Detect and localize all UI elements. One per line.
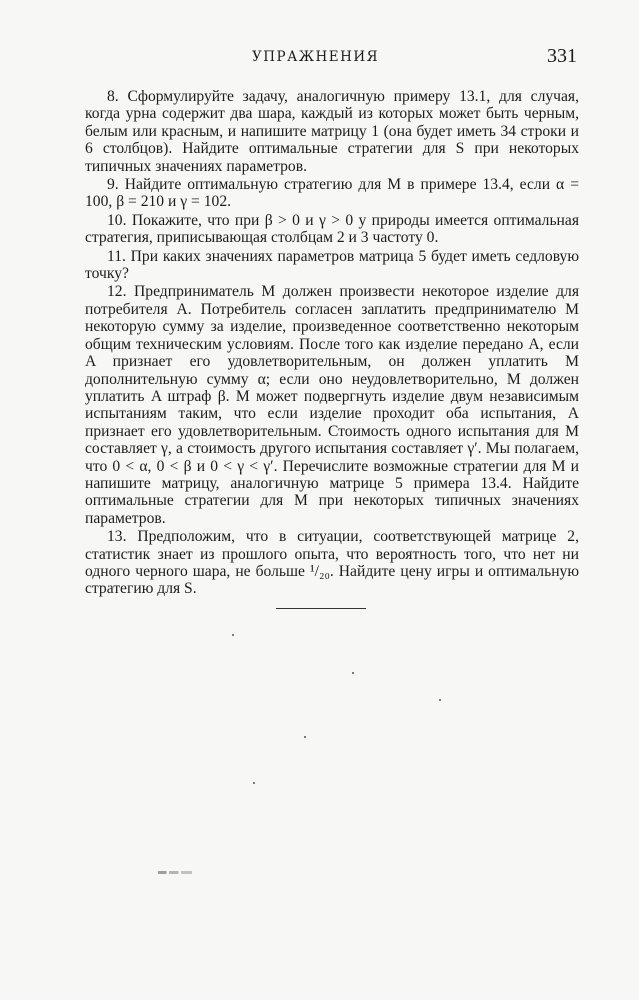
- print-speck: [439, 699, 441, 701]
- print-smudge: [158, 871, 192, 874]
- running-head: [0, 45, 639, 69]
- exercise-8: 8. Сформулируйте задачу, аналогичную примеру 13.1, для случая, когда урна содержит два шара, каждый из которых может быть черным, белым или красным, и напишите матрицу 1 (она будет иметь 34 строки и 6 столбцов). Найдите оптимальные стратегии для S при некоторых типичных значениях параметров.: [85, 88, 579, 175]
- print-speck: [232, 634, 234, 636]
- print-speck: [304, 736, 306, 738]
- exercise-list: [85, 88, 579, 599]
- exercise-11: 11. При каких значениях параметров матрица 5 будет иметь седловую точку?: [85, 247, 579, 283]
- section-end-rule: [276, 608, 366, 609]
- running-title: УПРАЖНЕНИЯ: [252, 49, 380, 65]
- print-speck: [253, 782, 255, 784]
- print-speck: [352, 672, 354, 674]
- exercise-10: 10. Покажите, что при β > 0 и γ > 0 у природы имеется оптимальная стратегия, приписывающая столбцам 2 и 3 частоту 0.: [85, 211, 579, 247]
- exercise-9: 9. Найдите оптимальную стратегию для M в примере 13.4, если α = 100, β = 210 и γ = 102.: [85, 176, 579, 211]
- page-number: 331: [547, 45, 577, 67]
- exercise-12: 12. Предприниматель M должен произвести некоторое изделие для потребителя A. Потребитель согласен заплатить предпринимателю M некоторую сумму за изделие, произведенное соответственно некоторым общим техническим условиям. После того как изделие передано A, если A признает его удовлетворительным, он должен уплатить M дополнительную сумму α; если оно неудовлетворительно, M должен уплатить A штраф β. M может подвергнуть изделие двум независимым испытаниям таким, что если изделие проходит оба испытания, A признает его удовлетворительным. Стоимость одного испытания для M составляет γ, а стоимость другого испытания составляет γ′. Мы полагаем, что 0 < α, 0 < β и 0 < γ < γ′. Перечислите возможные стратегии для M и напишите матрицу, аналогичную матрице 5 примера 13.4. Найдите оптимальные стратегии для M при некоторых типичных значениях параметров.: [85, 283, 579, 527]
- exercise-13: 13. Предположим, что в ситуации, соответствующей матрице 2, статистик знает из прошлого опыта, что вероятность того, что нет ни одного черного шара, не больше ¹/₂₀. Найдите цену игры и оптимальную стратегию для S.: [85, 528, 579, 598]
